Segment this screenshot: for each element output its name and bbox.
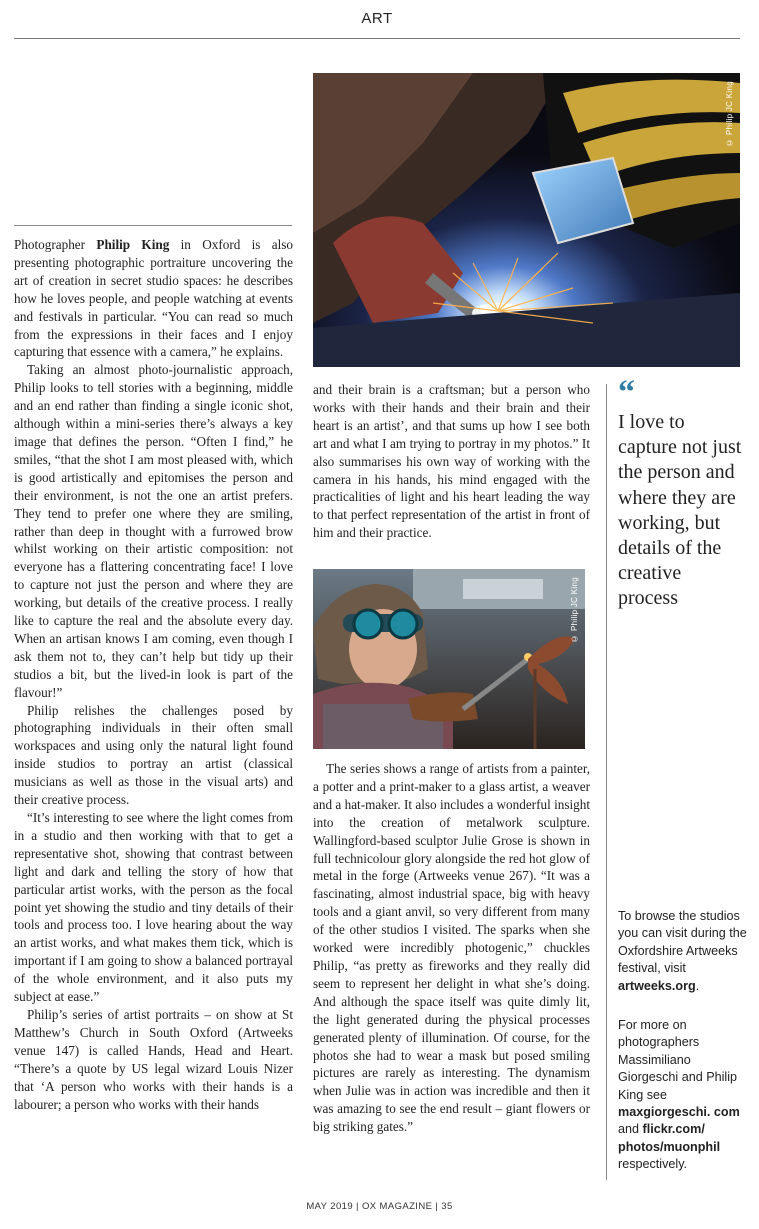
article-column-1: [14, 236, 293, 1113]
info-photographers-text: For more on photographers Massimiliano Giorgeschi and Philip King see: [618, 1018, 738, 1102]
article-column-2-bottom: [313, 760, 590, 1136]
intro-rest: in Oxford is also presenting photographic portraiture uncovering the art of creation in secret studio spaces: he describes how he loves people, and people watching at events and festivals in particular. “You can read so much from the expressions in their faces and I enjoy capturing that essence with a camera,” he explains.: [14, 237, 293, 360]
welding-photo-illustration: [313, 73, 740, 367]
info-photographers: [618, 1017, 748, 1174]
info-artweeks: [618, 908, 748, 995]
sculptor-photo: [313, 569, 585, 749]
sculptor-photo-illustration: [313, 569, 585, 749]
artweeks-link[interactable]: artweeks.org: [618, 978, 696, 993]
info-and: and: [618, 1122, 643, 1137]
intro-lead: Photographer: [14, 237, 97, 252]
header-divider: [14, 38, 740, 39]
paragraph-light: “It’s interesting to see where the light comes from in a studio and then working with that to get a representative shot, showing that contrast between light and dark and telling the story of how that particular artist works, with the person as the focal point yet showing the studio and tiny details of their tools and process too. I love hearing about the way an artist works, and what makes them tick, which is important if I am going to show a balanced portrayal of the whole environment, and it also puts my subject at ease.”: [14, 810, 293, 1005]
flickr-link[interactable]: flickr.com/ photos/muonphil: [618, 1122, 721, 1154]
paragraph-challenges: Philip relishes the challenges posed by photographing individuals in their often small workspaces and using only the natural light found inside studios to portray an artist (classical musicians as well as those in the visual arts) and their creative process.: [14, 702, 293, 808]
quote-mark-icon: “: [618, 374, 635, 411]
sidebar-divider: [606, 384, 607, 1180]
article-column-2-top: [313, 381, 590, 542]
paragraph-artist-quote: and their brain is a craftsman; but a person who works with their hands and their brain and their heart is an artist’, and that sums up how I see both art and what I am trying to portray in my photos.” It also summarises his own way of working with the camera in his hands, his mind engaged with the practicalities of light and his heart leading the way to that perfect representation of the artist in front of him and their practice.: [313, 382, 590, 541]
paragraph-metalwork: The series shows a range of artists from a painter, a potter and a print-maker to a glass artist, a weaver and a hat-maker. It also includes a wonderful insight into the creation of metalwork sculpture. Wallingford-based sculptor Julie Grose is shown in full technicolour glory alongside the red hot glow of metal in the forge (Artweeks venue 267). “It was a fascinating, almost industrial space, big with heavy tools and a giant anvil, so very different from many of the other studios I visited. The sparks when she worked were incredibly photogenic,” chuckles Philip, “as pretty as fireworks and they really did seem to represent her delight in what she’s doing. And although the space itself was quite dimly lit, the light generated during the physical processes generated plenty of illumination. Of course, for the photos she had to wear a mask but posed smiling pictures are rarely as interesting. The dynamism when Julie was in action was incredible and then it was amazing to see the end result – giant flowers or big striking gates.”: [313, 761, 590, 1135]
page-footer: MAY 2019 | OX MAGAZINE | 35: [306, 1201, 453, 1212]
paragraph-intro: [14, 236, 293, 361]
info-artweeks-end: .: [695, 978, 700, 993]
sculptor-photo-credit: © Philip JC King: [570, 577, 579, 643]
paragraph-approach: Taking an almost photo-journalistic approach, Philip looks to tell stories with a beginning, middle and an end rather than finding a single iconic shot, although within a mini-series there’s always a key image that defines the person. “Often I find,” he smiles, “that the shot I am most pleased with, which is good artistically and epitomises the person and their environment, is not the one an artist prefers. They tend to prefer one where they are smiling, rather than deep in thought with a furrowed brow whilst working on their artistic composition: not everyone has a flattering concentrating face! I love to capture not just the person and where they are working, but details of the creative process. I really like to capture the real and the absolute every day. When an artisan knows I am coming, even though I ask them not to, they can’t help but tidy up their studios a bit, but the lived-in look is part of the flavour!”: [14, 362, 293, 700]
info-photographers-end: respectively.: [618, 1157, 688, 1172]
section-title: ART: [361, 10, 393, 27]
welding-photo-credit: © Philip JC King: [725, 81, 734, 147]
maxgiorgeschi-link[interactable]: maxgiorgeschi. com: [618, 1105, 740, 1120]
column-divider: [14, 225, 292, 226]
paragraph-series: Philip’s series of artist portraits – on show at St Matthew’s Church in South Oxford (Artweeks venue 147) is called Hands, Head and Heart. “There’s a quote by US legal wizard Louis Nizer that ‘A person who works with their hands is a labourer; a person who works with their hands: [14, 1006, 293, 1112]
welding-photo: [313, 73, 740, 367]
info-artweeks-text: To browse the studios you can visit during the Oxfordshire Artweeks festival, visit: [618, 909, 747, 976]
photographer-name: Philip King: [96, 237, 170, 252]
pull-quote: I love to capture not just the person and where they are working, but details of the creative process: [618, 411, 742, 610]
